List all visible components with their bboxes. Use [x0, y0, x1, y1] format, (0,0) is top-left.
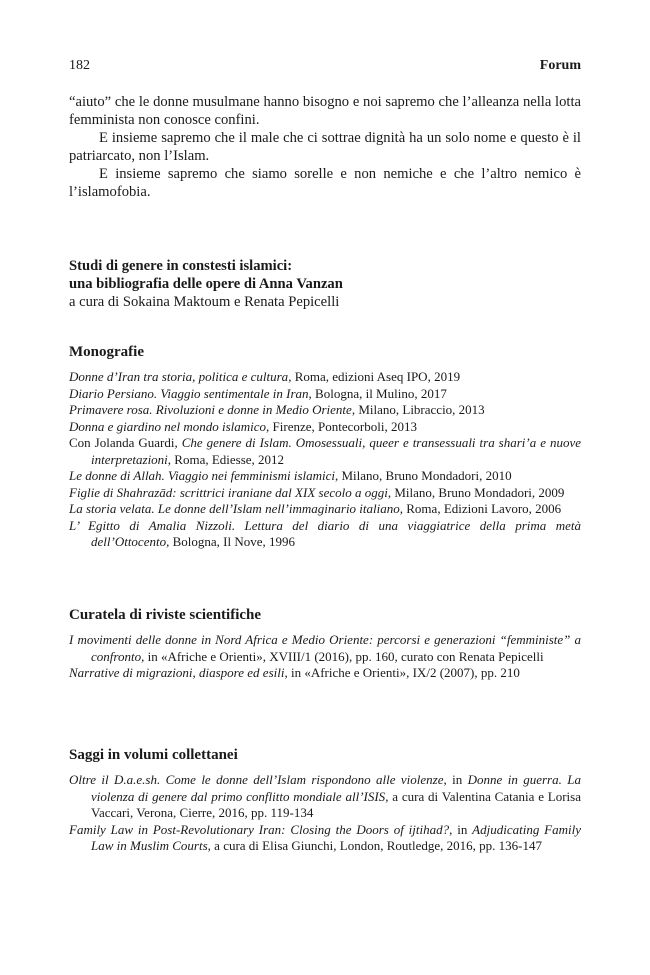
section-title-saggi: Saggi in volumi collettanei — [69, 747, 238, 763]
entry-text: Roma, Edizioni Lavoro, 2006 — [403, 501, 562, 516]
intro-paragraph: E insieme sapremo che siamo sorelle e non nemiche e che l’altro nemico è l’islamofobia. — [69, 166, 581, 200]
entry-text: , in «Afriche e Orienti», IX/2 (2007), pp. 210 — [284, 665, 520, 680]
entry-title: Le donne di Allah. Viaggio nei femminismi islamici — [69, 468, 335, 483]
entry-text: Con Jolanda Guardi, — [69, 435, 182, 450]
entry-title: Donna e giardino nel mondo islamico — [69, 418, 267, 434]
entry-text: , a cura di Valentina Catania e Lorisa Vaccari, Verona, Cierre, 2016, pp. 119-134 — [91, 788, 581, 820]
entry-text: in «Afriche e Orienti», XVIII/1 (2016), pp. 160, curato con Renata Pepicelli — [144, 648, 544, 664]
entry-title: Che genere di Islam. Omosessuali, queer e transessuali tra shari’a e nuove interpretazioni — [91, 435, 582, 467]
bibliography-entry — [69, 665, 581, 682]
bibliography-entry — [69, 435, 581, 468]
bibliography-heading — [69, 257, 581, 311]
intro-text — [69, 93, 581, 201]
bibliography-entry — [69, 468, 581, 485]
entry-title: Oltre il D.a.e.sh. Come le donne dell’Islam rispondono alle violenze — [69, 772, 444, 787]
bibliography-editors: a cura di Sokaina Maktoum e Renata Pepicelli — [69, 294, 340, 310]
entry-text: , Roma, edizioni Aseq IPO, 2019 — [288, 369, 461, 384]
entry-text: , Milano, Bruno Mondadori, 2009 — [387, 484, 565, 500]
entry-title: Adjudicating Family Law in Muslim Courts — [91, 821, 581, 853]
bibliography-entry — [69, 822, 581, 855]
entry-title: L’ Egitto di Amalia Nizzoli. Lettura del diario di una viaggiatrice della prima metà dell’Ottocento, — [69, 517, 581, 549]
entry-title: I movimenti delle donne in Nord Africa e Medio Oriente: percorsi e generazioni “femministe” a confronto, — [69, 632, 581, 664]
bibliography-entry — [69, 501, 581, 518]
bibliography-entry — [69, 386, 581, 403]
bibliography-entry — [69, 518, 581, 551]
entry-text: Bologna, Il Nove, 1996 — [169, 534, 295, 549]
entry-title: Narrative di migrazioni, diaspore ed esili — [69, 665, 285, 680]
bibliography-entry — [69, 402, 581, 419]
entry-title: La storia velata. Le donne dell’Islam nell’immaginario italiano, — [69, 501, 404, 516]
section-title-monografie: Monografie — [69, 344, 144, 360]
entry-text: , Roma, Ediesse, 2012 — [167, 451, 285, 467]
entry-title: Donne d’Iran tra storia, politica e cultura — [69, 369, 289, 384]
entry-title: Figlie di Shahrazād: scrittrici iraniane dal XIX secolo a oggi — [69, 484, 388, 500]
entry-text: , a cura di Elisa Giunchi, London, Routledge, 2016, pp. 136-147 — [207, 838, 543, 853]
entry-title: Primavere rosa. Rivoluzioni e donne in Medio Oriente — [69, 402, 352, 417]
bibliography-entry — [69, 772, 581, 822]
intro-paragraph: E insieme sapremo che il male che ci sottrae dignità ha un solo nome e questo è il patriarcato, non l’Islam. — [69, 130, 581, 164]
bibliography-entry — [69, 369, 581, 386]
bibliography-entry — [69, 419, 581, 436]
bibliography-entry — [69, 485, 581, 502]
entry-title: Family Law in Post-Revolutionary Iran: Closing the Doors of ijtihad? — [69, 821, 450, 837]
entry-text: , Milano, Bruno Mondadori, 2010 — [335, 468, 512, 483]
intro-paragraph: “aiuto” che le donne musulmane hanno bisogno e noi sapremo che l’alleanza nella lotta femminista non conosce confini. — [69, 94, 581, 128]
page-number: 182 — [69, 58, 90, 73]
entry-title: Donne in guerra. La violenza di genere dal primo conflitto mondiale all’ISIS — [91, 772, 581, 804]
entry-list-saggi — [69, 772, 581, 855]
entry-text: , in — [443, 772, 468, 787]
entry-list-curatela — [69, 632, 581, 682]
entry-title: Diario Persiano. Viaggio sentimentale in Iran — [69, 385, 309, 401]
entry-text: , Milano, Libraccio, 2013 — [351, 402, 485, 417]
bibliography-title-line1: Studi di genere in constesti islamici: — [69, 258, 293, 274]
bibliography-title-line2: una bibliografia delle opere di Anna Vanzan — [69, 276, 343, 292]
bibliography-entry — [69, 632, 581, 665]
section-title-curatela: Curatela di riviste scientifiche — [69, 607, 262, 623]
entry-text: , Firenze, Pontecorboli, 2013 — [266, 418, 417, 434]
entry-text: , Bologna, il Mulino, 2017 — [308, 385, 447, 401]
entry-text: , in — [449, 821, 473, 837]
entry-list-monografie — [69, 369, 581, 551]
running-title: Forum — [539, 58, 581, 73]
